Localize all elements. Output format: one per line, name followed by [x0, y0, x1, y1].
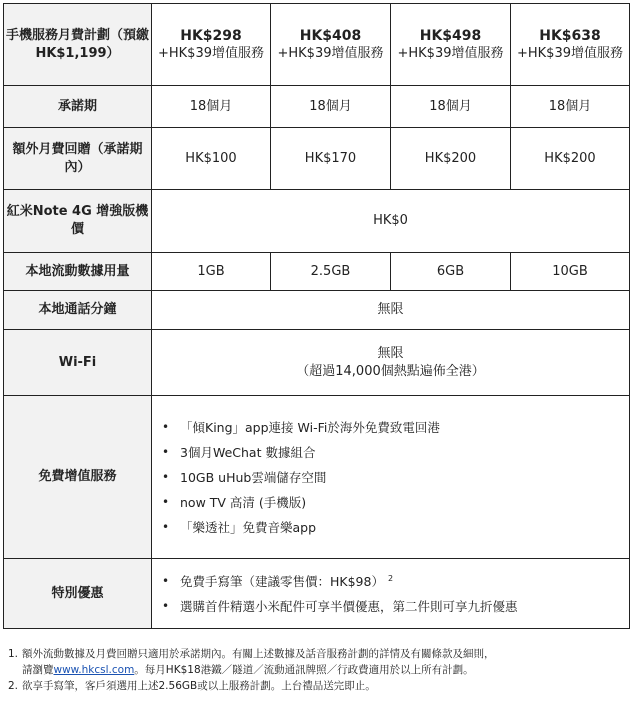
row-label-contract: 承諾期 — [4, 86, 152, 128]
service-text: 10GB uHub雲端儲存空間 — [180, 469, 327, 485]
data-cell: 2.5GB — [271, 253, 391, 291]
services-cell — [152, 396, 630, 559]
footnote-text: 。每月HK$18港鐵／隧道／流動通訊牌照／行政費適用於以上所有計劃。 — [134, 664, 474, 676]
list-item — [162, 594, 621, 619]
service-text: now TV 高清 (手機版) — [180, 494, 307, 510]
data-cell: 6GB — [391, 253, 511, 291]
service-text: 「樂透社」免費音樂app — [180, 519, 317, 535]
footnote-text: 請瀏覽 — [22, 664, 54, 676]
plan-header-408 — [271, 4, 391, 86]
footnote-marker: 2 — [387, 573, 394, 583]
data-cell: 1GB — [152, 253, 271, 291]
row-label-voice: 本地通話分鐘 — [4, 291, 152, 330]
bullet-icon: • — [162, 444, 170, 459]
bullet-icon: • — [162, 469, 170, 484]
row-label-services: 免費增值服務 — [4, 396, 152, 559]
plan-table — [3, 3, 630, 629]
list-item — [162, 440, 621, 465]
footnotes — [8, 646, 628, 694]
plan-header-638 — [511, 4, 630, 86]
row-label-wifi: Wi-Fi — [4, 330, 152, 396]
plan-price: HK$638 — [539, 27, 601, 44]
list-item — [162, 465, 621, 490]
plan-price: HK$298 — [180, 27, 242, 44]
wifi-row — [4, 330, 630, 396]
plan-header-298 — [152, 4, 271, 86]
row-label-device: 紅米Note 4G 增強版機價 — [4, 190, 152, 253]
data-cell: 10GB — [511, 253, 630, 291]
plan-price: HK$498 — [419, 27, 482, 44]
device-row — [4, 190, 630, 253]
footnote-2 — [8, 678, 628, 694]
header-row — [4, 4, 630, 86]
row-label-offers: 特別優惠 — [4, 559, 152, 629]
list-item — [162, 415, 621, 440]
footnote-number: 1. — [8, 648, 19, 660]
services-row — [4, 396, 630, 559]
data-row — [4, 253, 630, 291]
service-text: 3個月WeChat 數據組合 — [180, 444, 316, 460]
rebate-row — [4, 128, 630, 190]
row-label-rebate: 額外月費回贈（承諾期內） — [4, 128, 152, 190]
offers-cell — [152, 559, 630, 629]
wifi-value: 無限 — [377, 345, 404, 361]
rebate-cell: HK$200 — [391, 128, 511, 190]
list-item — [162, 490, 621, 515]
header-label: 手機服務月費計劃（預繳 HK$1,199） — [4, 4, 152, 86]
offers-row — [4, 559, 630, 629]
offer-text: 免費手寫筆（建議零售價：HK$98） — [180, 573, 384, 589]
services-list — [152, 411, 629, 544]
plan-extra: +HK$39增值服務 — [157, 45, 264, 61]
row-label-data: 本地流動數據用量 — [4, 253, 152, 291]
plan-extra: +HK$39增值服務 — [277, 45, 384, 61]
voice-row — [4, 291, 630, 330]
wifi-cell — [152, 330, 630, 396]
contract-cell: 18個月 — [511, 86, 630, 128]
bullet-icon: • — [162, 519, 170, 534]
plan-extra: +HK$39增值服務 — [397, 45, 504, 61]
rebate-cell: HK$170 — [271, 128, 391, 190]
footnote-text: 欲享手寫筆，客戶須選用上述2.56GB或以上服務計劃。上台禮品送完即止。 — [22, 680, 376, 692]
rebate-cell: HK$100 — [152, 128, 271, 190]
list-item — [162, 515, 621, 540]
list-item — [162, 569, 621, 594]
bullet-icon: • — [162, 494, 170, 509]
plan-header-498 — [391, 4, 511, 86]
rebate-cell: HK$200 — [511, 128, 630, 190]
footnote-text: 額外流動數據及月費回贈只適用於承諾期內。有關上述數據及話音服務計劃的詳情及有關條款及細則， — [22, 648, 495, 660]
bullet-icon: • — [162, 573, 170, 588]
plan-price: HK$408 — [299, 27, 362, 44]
contract-row — [4, 86, 630, 128]
bullet-icon: • — [162, 598, 170, 613]
voice-cell: 無限 — [152, 291, 630, 330]
contract-cell: 18個月 — [391, 86, 511, 128]
hkcsl-link[interactable]: www.hkcsl.com — [53, 664, 135, 676]
bullet-icon: • — [162, 419, 170, 434]
device-price-cell: HK$0 — [152, 190, 630, 253]
footnote-number: 2. — [8, 680, 19, 692]
contract-cell: 18個月 — [152, 86, 271, 128]
offer-text: 選購首件精選小米配件可享半價優惠，第二件則可享九折優惠 — [180, 598, 518, 614]
plan-extra: +HK$39增值服務 — [516, 45, 623, 61]
footnote-1 — [8, 646, 628, 678]
wifi-note: （超過14,000個熱點遍佈全港） — [296, 363, 485, 379]
offers-list — [152, 565, 629, 623]
contract-cell: 18個月 — [271, 86, 391, 128]
service-text: 「傾King」app連接 Wi-Fi於海外免費致電回港 — [180, 419, 440, 435]
